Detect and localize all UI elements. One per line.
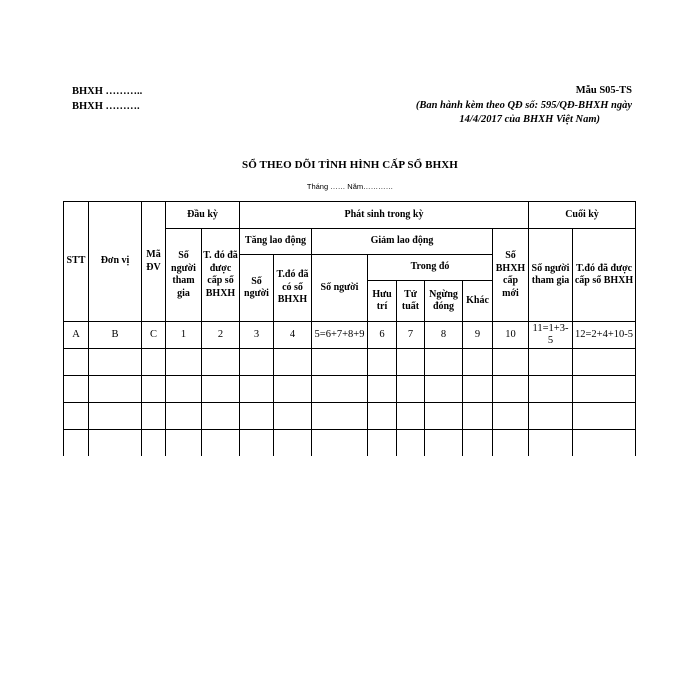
header-closing: Cuối kỳ <box>529 202 636 229</box>
index-cell: 10 <box>493 322 529 349</box>
header-of-which: Trong đó <box>368 255 493 281</box>
agency-line-2: BHXH ………. <box>72 101 140 112</box>
header-unit: Đơn vị <box>89 202 142 322</box>
index-cell: 7 <box>397 322 425 349</box>
header-retired: Hưu trí <box>368 281 397 322</box>
reporting-period: Tháng …… Năm………… <box>306 182 394 191</box>
index-cell: 1 <box>166 322 202 349</box>
index-cell: 12=2+4+10-5 <box>573 322 636 349</box>
form-code: Mẫu S05-TS <box>575 85 632 96</box>
header-other: Khác <box>463 281 493 322</box>
table-row <box>64 349 636 376</box>
table-row <box>64 430 636 456</box>
header-deceased: Tử tuất <box>397 281 425 322</box>
index-row <box>64 322 636 349</box>
document-title: SỔ THEO DÕI TÌNH HÌNH CẤP SỔ BHXH <box>242 159 458 171</box>
header-new-books: Số BHXH cấp mới <box>493 229 529 322</box>
index-cell: 9 <box>463 322 493 349</box>
header-close-participants: Số người tham gia <box>529 229 573 322</box>
header-decrease: Giảm lao động <box>312 229 493 255</box>
index-cell: 3 <box>240 322 274 349</box>
header-decrease-people: Số người <box>312 255 368 322</box>
tracking-table <box>63 201 636 456</box>
index-cell: 5=6+7+8+9 <box>312 322 368 349</box>
header-arising: Phát sinh trong kỳ <box>240 202 529 229</box>
agency-line-1: BHXH ……….. <box>72 86 143 97</box>
header-close-issued: T.đó đã được cấp sổ BHXH <box>573 229 636 322</box>
index-cell: 8 <box>425 322 463 349</box>
header-increase: Tăng lao động <box>240 229 312 255</box>
index-cell: A <box>64 322 89 349</box>
form-header <box>372 84 632 128</box>
header-increase-people: Số người <box>240 255 274 322</box>
index-cell: 6 <box>368 322 397 349</box>
header-issued-books: T. đó đã được cấp sổ BHXH <box>202 229 240 322</box>
header-participants: Số người tham gia <box>166 229 202 322</box>
index-cell: 2 <box>202 322 240 349</box>
index-cell: 4 <box>274 322 312 349</box>
index-cell: B <box>89 322 142 349</box>
header-has-book: T.đó đã có sổ BHXH <box>274 255 312 322</box>
header-stopped: Ngừng đóng <box>425 281 463 322</box>
agency-header <box>72 84 142 114</box>
table-row <box>64 403 636 430</box>
table-row <box>64 376 636 403</box>
decree-line-2: 14/4/2017 của BHXH Việt Nam) <box>459 114 600 125</box>
decree-line-1: (Ban hành kèm theo QĐ số: 595/QĐ-BHXH ngày <box>415 99 632 111</box>
header-opening: Đầu kỳ <box>166 202 240 229</box>
header-stt: STT <box>64 202 89 322</box>
index-cell: 11=1+3-5 <box>529 322 573 349</box>
index-cell: C <box>142 322 166 349</box>
header-unit-code: Mã ĐV <box>142 202 166 322</box>
